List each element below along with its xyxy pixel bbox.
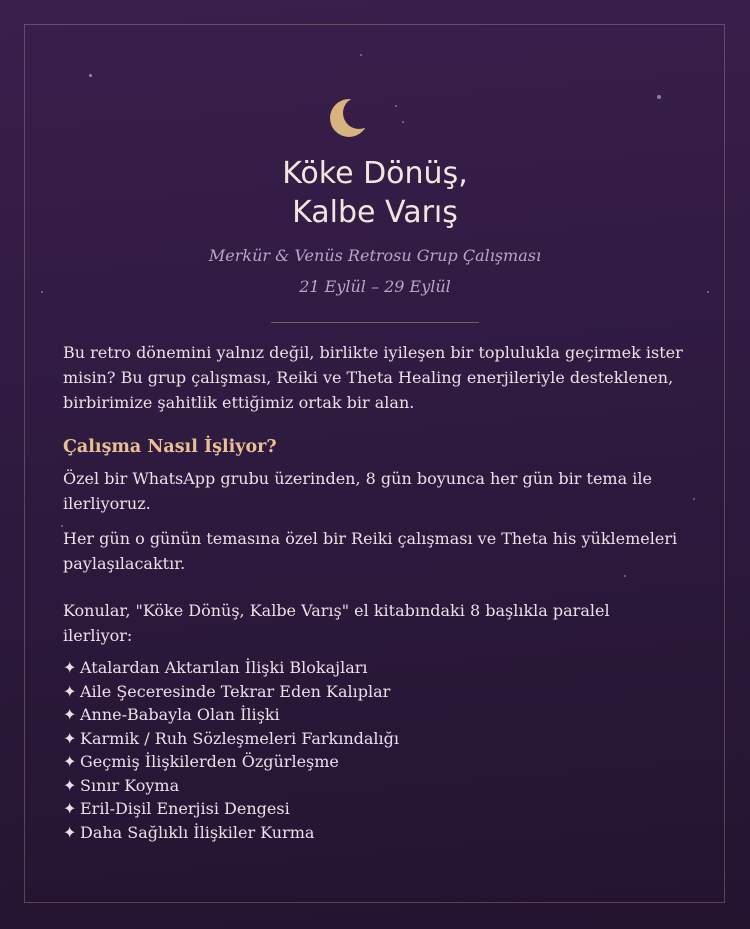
topics-intro: Konular, "Köke Dönüş, Kalbe Varış" el kitabındaki 8 başlıkla paralel ilerliyor: — [63, 601, 610, 645]
star-icon — [402, 121, 404, 123]
sparkle-icon: ✦ — [63, 799, 77, 818]
list-item: ✦ Atalardan Aktarılan İlişki Blokajları — [63, 656, 683, 680]
star-icon — [657, 95, 661, 99]
how-paragraph-2: Her gün o günün temasına özel bir Reiki çalışması ve Theta his yüklemeleri paylaşılacaktır. — [63, 529, 678, 573]
list-item: ✦ Aile Şeceresinde Tekrar Eden Kalıplar — [63, 680, 683, 704]
sparkle-icon: ✦ — [63, 775, 77, 795]
star-icon — [360, 54, 362, 56]
star-icon — [693, 498, 695, 500]
sparkle-icon: ✦ — [63, 822, 77, 842]
list-item: ✦ Sınır Koyma — [63, 774, 683, 798]
topics-list — [63, 656, 683, 844]
date-range: 21 Eylül – 29 Eylül — [299, 277, 451, 296]
sparkle-icon: ✦ — [63, 658, 77, 677]
sparkle-icon: ✦ — [63, 705, 77, 724]
star-icon — [395, 105, 397, 107]
section-heading: Çalışma Nasıl İşliyor? — [63, 437, 277, 457]
list-item: ✦ Anne-Babayla Olan İlişki — [63, 703, 683, 727]
subtitle: Merkür & Venüs Retrosu Grup Çalışması — [208, 246, 542, 265]
sparkle-icon: ✦ — [63, 728, 77, 748]
how-paragraph-1: Özel bir WhatsApp grubu üzerinden, 8 gün boyunca her gün bir tema ile ilerliyoruz. — [63, 469, 652, 513]
list-item: ✦ Geçmiş İlişkilerden Özgürleşme — [63, 750, 683, 774]
divider — [271, 322, 479, 323]
sparkle-icon: ✦ — [63, 752, 77, 771]
list-item: ✦ Daha Sağlıklı İlişkiler Kurma — [63, 821, 683, 845]
page-title-line-2: Kalbe Varış — [292, 195, 458, 230]
page-title-line-1: Köke Dönüş, — [282, 156, 468, 191]
crescent-moon-icon — [329, 96, 373, 140]
sparkle-icon: ✦ — [63, 681, 77, 701]
list-item: ✦ Karmik / Ruh Sözleşmeleri Farkındalığı — [63, 727, 683, 751]
intro-paragraph: Bu retro dönemini yalnız değil, birlikte iyileşen bir toplulukla geçirmek ister misin? Bu grup çalışması, Reiki ve Theta Healing enerjileriyle desteklenen, birbirimize şahitlik ettiğimiz ortak bir alan. — [63, 343, 683, 412]
star-icon — [89, 74, 92, 77]
list-item: ✦ Eril-Dişil Enerjisi Dengesi — [63, 797, 683, 821]
main-content — [63, 340, 683, 844]
